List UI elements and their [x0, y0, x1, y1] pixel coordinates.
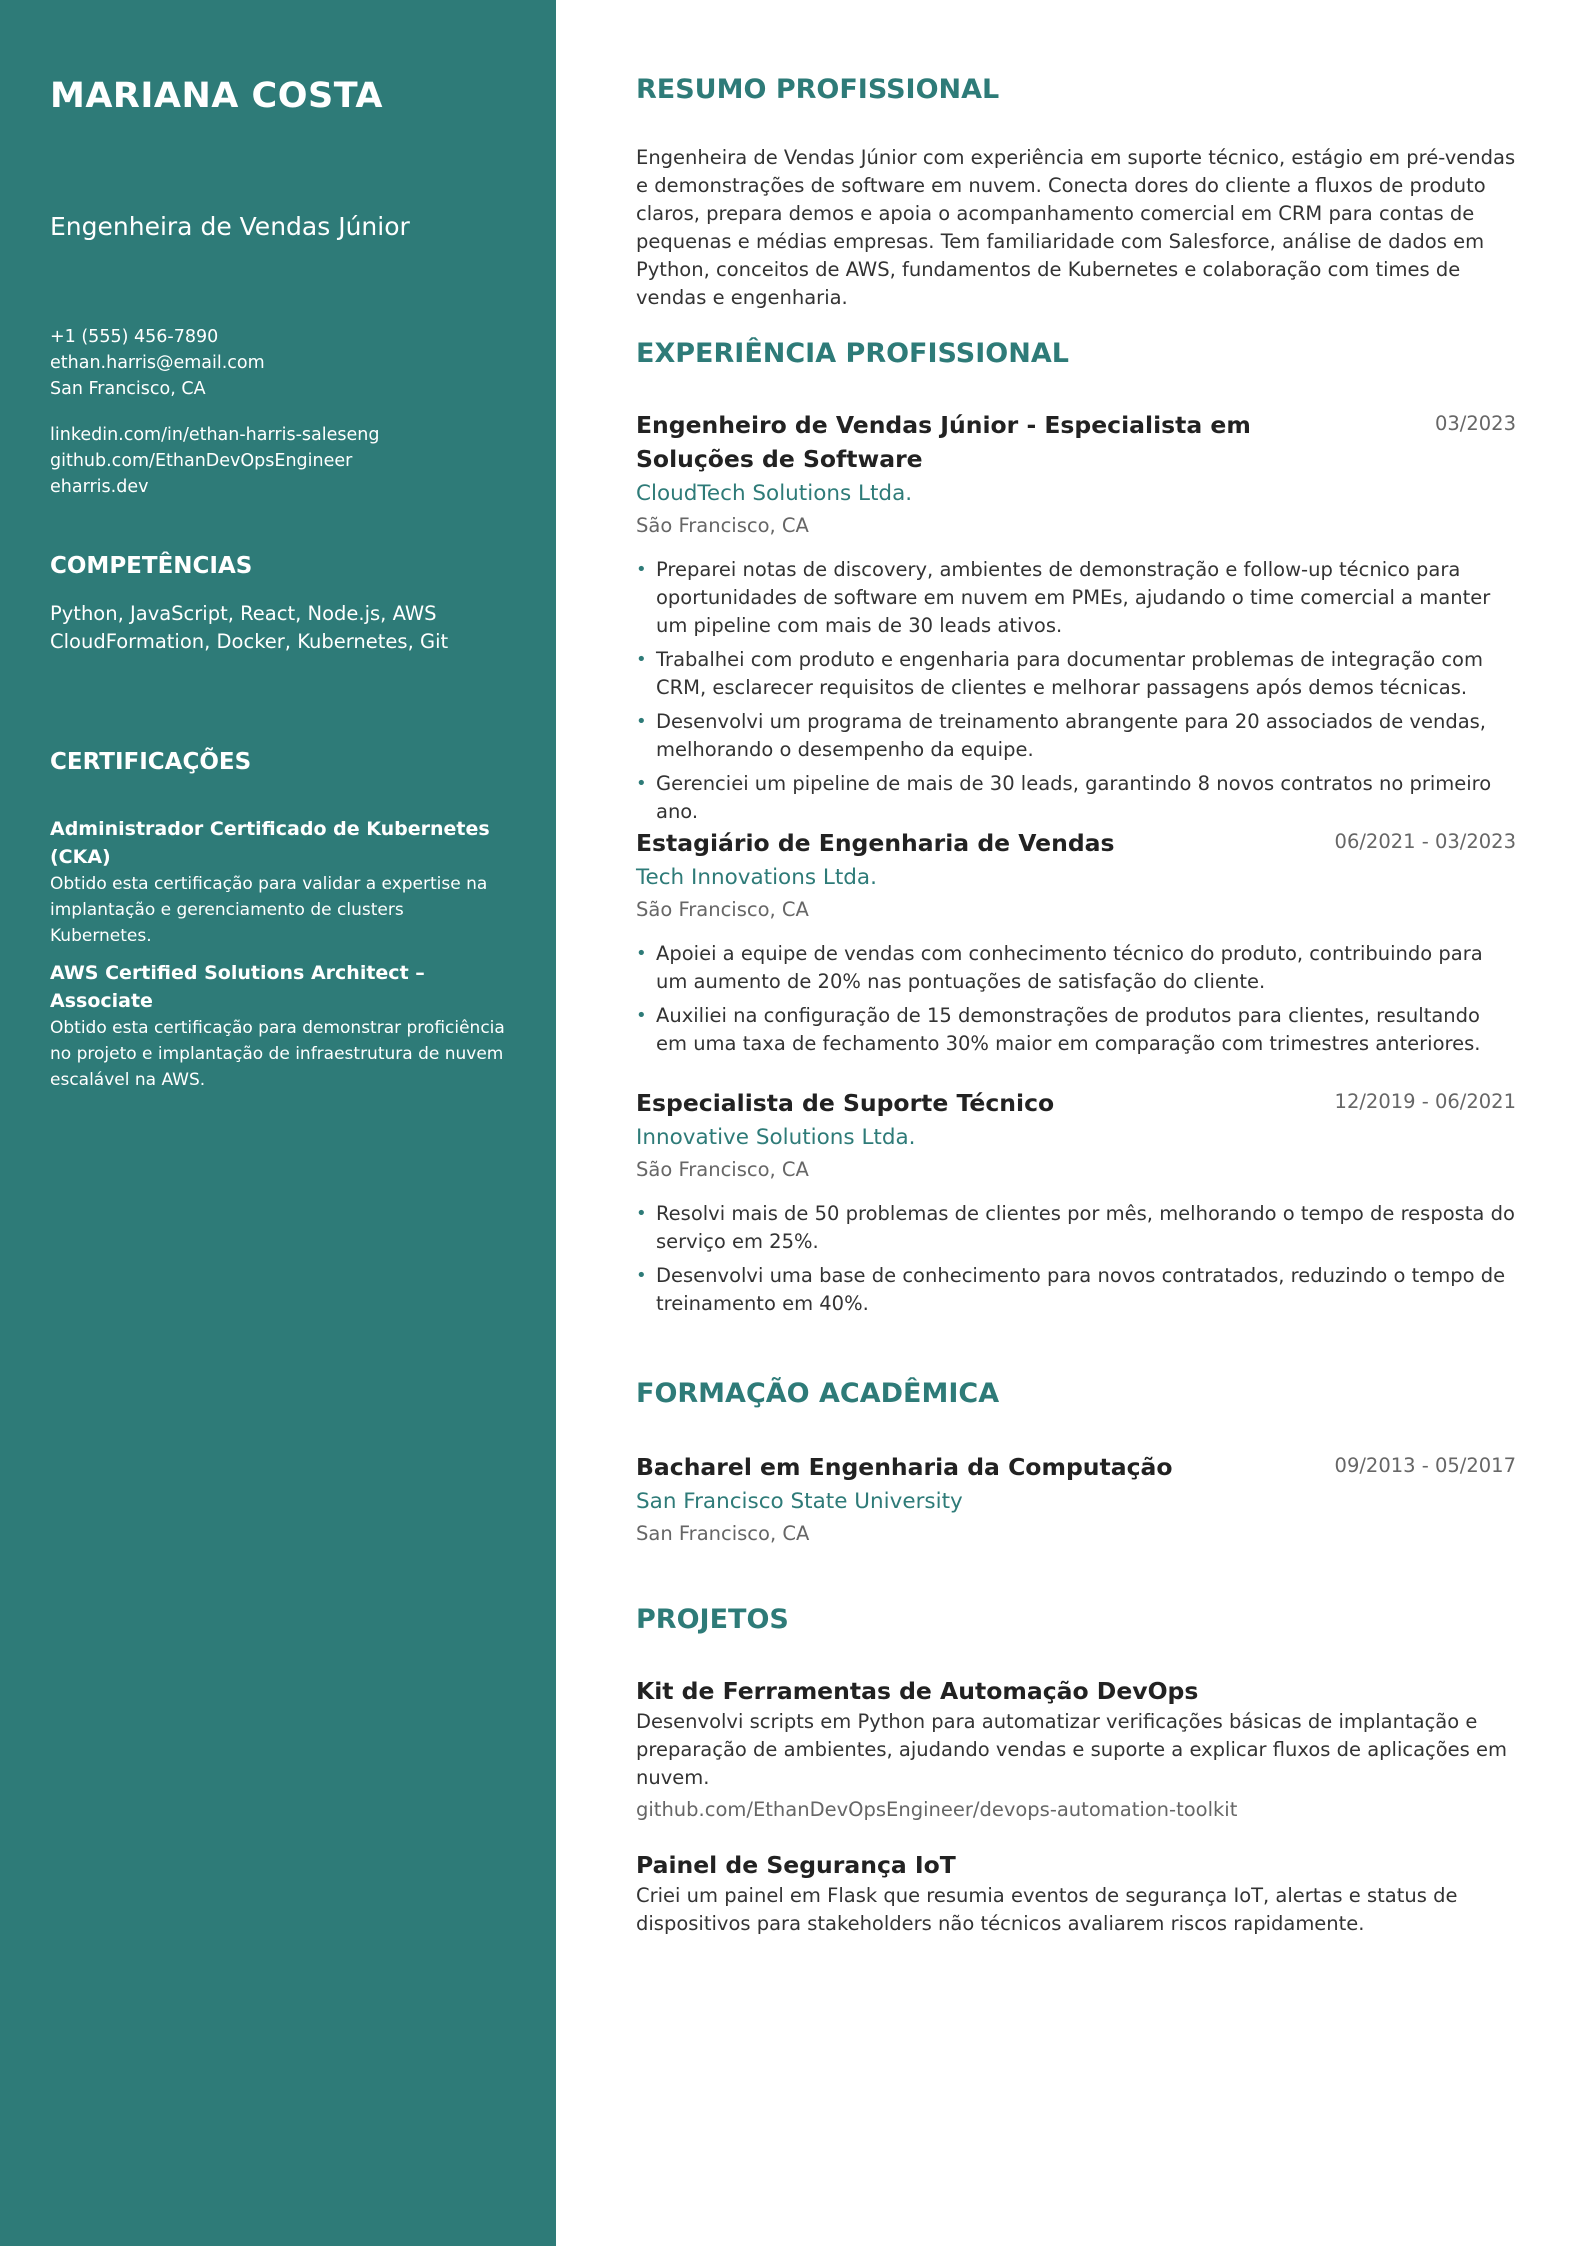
linkedin-link[interactable]: linkedin.com/in/ethan-harris-saleseng	[50, 425, 380, 445]
entry-header	[636, 408, 1516, 476]
main-content	[556, 0, 1588, 2246]
bullet-item: • Apoiei a equipe de vendas com conhecimento técnico do produto, contribuindo para um aumento de 20% nas pontuações de satisfação do cliente.	[636, 942, 1483, 993]
bullet-icon: •	[636, 1203, 647, 1224]
sidebar	[0, 0, 556, 2246]
school-name: San Francisco State University	[636, 1489, 963, 1514]
education-entry	[636, 1450, 1516, 1548]
experience-entry	[636, 408, 1516, 832]
cert-description: Obtido esta certificação para demonstrar proficiência no projeto e implantação de infraestrutura de nuvem escalável na AWS.	[50, 1018, 505, 1090]
company-name: Tech Innovations Ltda.	[636, 865, 877, 890]
github-link[interactable]: github.com/EthanDevOpsEngineer	[50, 451, 353, 471]
experience-heading: EXPERIÊNCIA PROFISSIONAL	[636, 338, 1069, 369]
bullet-icon: •	[636, 649, 647, 670]
bullet-icon: •	[636, 711, 647, 732]
certifications-list	[50, 815, 510, 1103]
bullet-item: • Auxiliei na configuração de 15 demonstrações de produtos para clientes, resultando em uma taxa de fechamento 30% maior em comparação com trimestres anteriores.	[636, 1004, 1481, 1055]
school-location: San Francisco, CA	[636, 1522, 810, 1545]
project-description: Criei um painel em Flask que resumia eventos de segurança IoT, alertas e status de dispositivos para stakeholders não técnicos avaliarem riscos rapidamente.	[636, 1884, 1458, 1935]
project-link[interactable]: github.com/EthanDevOpsEngineer/devops-automation-toolkit	[636, 1798, 1238, 1821]
phone: +1 (555) 456-7890	[50, 327, 219, 347]
email: ethan.harris@email.com	[50, 353, 265, 373]
degree-title: Bacharel em Engenharia da Computação	[636, 1453, 1173, 1481]
job-location: São Francisco, CA	[636, 898, 809, 921]
bullet-item: • Trabalhei com produto e engenharia para documentar problemas de integração com CRM, esclarecer requisitos de clientes e melhorar passagens após demos técnicas.	[636, 648, 1483, 699]
summary-heading: RESUMO PROFISSIONAL	[636, 74, 1000, 105]
bullet-icon: •	[636, 773, 647, 794]
contact-info	[50, 324, 265, 402]
cert-title: AWS Certified Solutions Architect – Associate	[50, 962, 425, 1012]
job-title: Estagiário de Engenharia de Vendas	[636, 829, 1115, 857]
entry-header	[636, 826, 1516, 860]
website-link[interactable]: eharris.dev	[50, 477, 149, 497]
entry-header	[636, 1086, 1516, 1120]
job-bullets	[636, 940, 1516, 1058]
candidate-name: MARIANA COSTA	[50, 76, 383, 116]
job-title: Especialista de Suporte Técnico	[636, 1089, 1055, 1117]
bullet-item: • Desenvolvi uma base de conhecimento para novos contratados, reduzindo o tempo de treinamento em 40%.	[636, 1264, 1506, 1315]
projects-heading: PROJETOS	[636, 1604, 789, 1635]
education-heading: FORMAÇÃO ACADÊMICA	[636, 1378, 1000, 1409]
job-location: São Francisco, CA	[636, 1158, 809, 1181]
bullet-icon: •	[636, 943, 647, 964]
candidate-title: Engenheira de Vendas Júnior	[50, 212, 410, 241]
entry-header	[636, 1450, 1516, 1484]
project-description: Desenvolvi scripts em Python para automatizar verificações básicas de implantação e preparação de ambientes, ajudando vendas e suporte a explicar fluxos de aplicações em nuvem.	[636, 1710, 1508, 1789]
project-entry	[636, 1674, 1516, 1824]
company-name: Innovative Solutions Ltda.	[636, 1125, 916, 1150]
bullet-icon: •	[636, 559, 647, 580]
location: San Francisco, CA	[50, 379, 206, 399]
project-title: Kit de Ferramentas de Automação DevOps	[636, 1677, 1199, 1705]
cert-description: Obtido esta certificação para validar a expertise na implantação e gerenciamento de clusters Kubernetes.	[50, 874, 488, 946]
project-title: Painel de Segurança IoT	[636, 1851, 956, 1879]
skills-heading: COMPETÊNCIAS	[50, 553, 253, 579]
job-date: 12/2019 - 06/2021	[1334, 1090, 1516, 1113]
bullet-icon: •	[636, 1265, 647, 1286]
skills-list: Python, JavaScript, React, Node.js, AWS CloudFormation, Docker, Kubernetes, Git	[50, 602, 449, 653]
cert-title: Administrador Certificado de Kubernetes (CKA)	[50, 818, 490, 868]
bullet-item: • Desenvolvi um programa de treinamento abrangente para 20 associados de vendas, melhorando o desempenho da equipe.	[636, 710, 1487, 761]
bullet-item: • Gerenciei um pipeline de mais de 30 leads, garantindo 8 novos contratos no primeiro ano.	[636, 772, 1492, 823]
certifications-heading: CERTIFICAÇÕES	[50, 749, 252, 775]
links	[50, 422, 379, 500]
job-bullets	[636, 1200, 1516, 1318]
bullet-item: • Resolvi mais de 50 problemas de clientes por mês, melhorando o tempo de resposta do serviço em 25%.	[636, 1202, 1515, 1253]
job-bullets	[636, 556, 1516, 826]
education-date: 09/2013 - 05/2017	[1334, 1454, 1516, 1477]
project-entry	[636, 1848, 1516, 1938]
bullet-item: • Preparei notas de discovery, ambientes de demonstração e follow-up técnico para oportunidades de software em nuvem em PMEs, ajudando o time comercial a manter um pipeline com mais de 30 leads ativos.	[636, 558, 1491, 637]
job-date: 06/2021 - 03/2023	[1334, 830, 1516, 853]
summary-text: Engenheira de Vendas Júnior com experiência em suporte técnico, estágio em pré-vendas e demonstrações de software em nuvem. Conecta dores do cliente a fluxos de produto claros, prepara demos e apoia o acompanhamento comercial em CRM para contas de pequenas e médias empresas. Tem familiaridade com Salesforce, análise de dados em Python, conceitos de AWS, fundamentos de Kubernetes e colaboração com times de vendas e engenharia.	[636, 146, 1516, 309]
experience-entry	[636, 826, 1516, 1064]
company-name: CloudTech Solutions Ltda.	[636, 481, 913, 506]
job-date: 03/2023	[1434, 412, 1516, 435]
job-location: São Francisco, CA	[636, 514, 809, 537]
bullet-icon: •	[636, 1005, 647, 1026]
experience-entry	[636, 1086, 1516, 1324]
job-title: Engenheiro de Vendas Júnior - Especialista em Soluções de Software	[636, 411, 1251, 473]
